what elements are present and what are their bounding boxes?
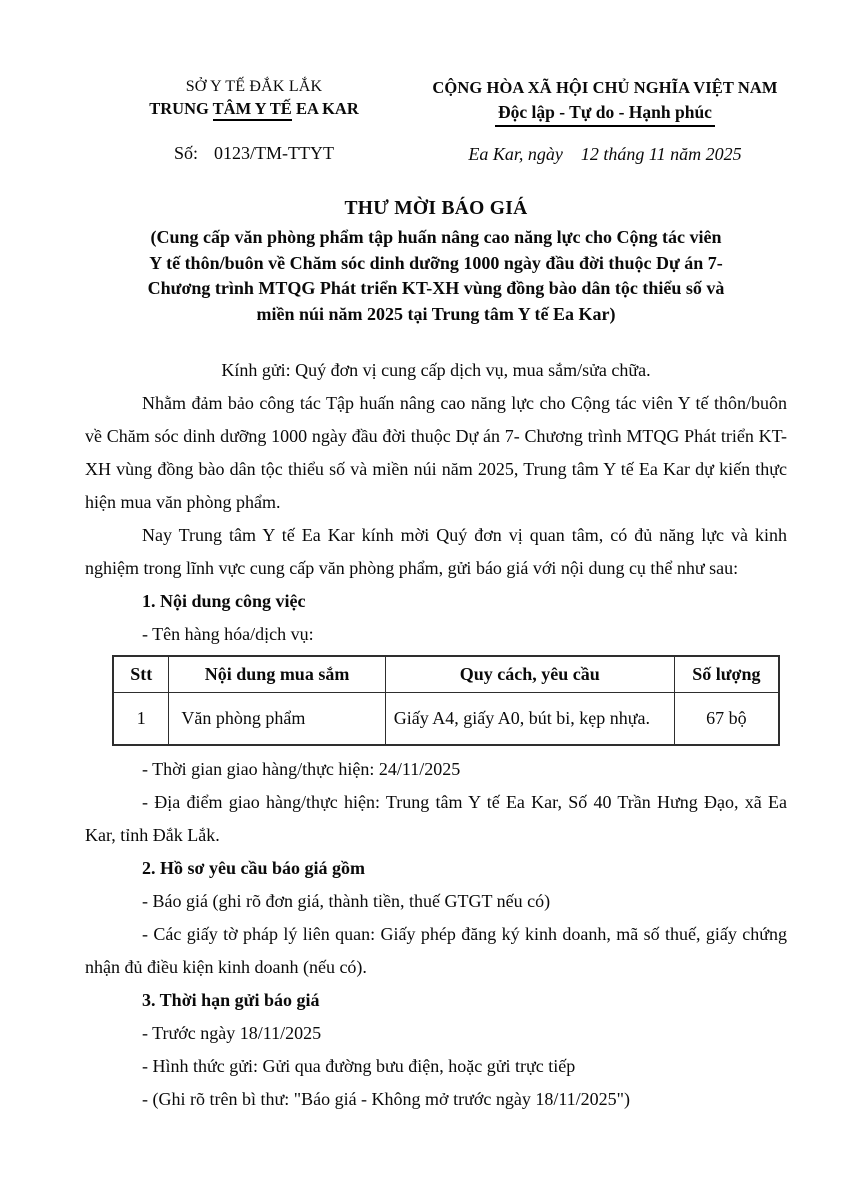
agency-name-underlined: TÂM Y TẾ xyxy=(213,99,292,121)
upper-agency-name: SỞ Y TẾ ĐẮK LẮK xyxy=(185,78,323,95)
table-row xyxy=(113,693,779,745)
document-number-value: 0123/TM-TTYT xyxy=(214,143,334,163)
quote-requirement-item: - Báo giá (ghi rõ đơn giá, thành tiền, thuế GTGT nếu có) xyxy=(142,890,551,911)
place-date-prefix: Ea Kar, ngày xyxy=(468,144,563,164)
cell-content: Văn phòng phẩm xyxy=(169,693,385,745)
subtitle-line: miền núi năm 2025 tại Trung tâm Y tế Ea Kar) xyxy=(256,303,616,324)
delivery-place-item: - Địa điểm giao hàng/thực hiện: Trung tâm Y tế Ea Kar, Số 40 Trần Hưng Đạo, xã Ea Kar, tỉnh Đắk Lắk. xyxy=(85,791,787,845)
national-title: CỘNG HÒA XÃ HỘI CHỦ NGHĨA VIỆT NAM xyxy=(432,78,778,97)
legal-documents-item: - Các giấy tờ pháp lý liên quan: Giấy phép đăng ký kinh doanh, mã số thuế, giấy chứng nhận đủ điều kiện kinh doanh (nếu có). xyxy=(85,923,787,977)
table-header-quantity: Số lượng xyxy=(674,656,779,693)
document-header xyxy=(85,78,787,165)
section1-intro: - Tên hàng hóa/dịch vụ: xyxy=(142,624,314,644)
date-value: 12 tháng 11 năm 2025 xyxy=(580,144,742,164)
table-header-spec: Quy cách, yêu cầu xyxy=(385,656,674,693)
cell-stt: 1 xyxy=(113,693,169,745)
national-header-block xyxy=(423,78,787,165)
subtitle-line: Y tế thôn/buôn về Chăm sóc dinh dưỡng 1000 ngày đầu đời thuộc Dự án 7- xyxy=(149,252,723,273)
cell-quantity: 67 bộ xyxy=(674,693,779,745)
place-date-line xyxy=(423,144,787,165)
subtitle-line: (Cung cấp văn phòng phẩm tập huấn nâng cao năng lực cho Cộng tác viên xyxy=(150,227,722,247)
send-method-item: - Hình thức gửi: Gửi qua đường bưu điện, hoặc gửi trực tiếp xyxy=(142,1055,576,1076)
cell-spec: Giấy A4, giấy A0, bút bi, kẹp nhựa. xyxy=(385,693,674,745)
deadline-item: - Trước ngày 18/11/2025 xyxy=(142,1022,322,1043)
table-header-content: Nội dung mua sắm xyxy=(169,656,385,693)
document-title: THƯ MỜI BÁO GIÁ xyxy=(344,198,528,219)
document-number xyxy=(85,143,423,164)
paragraph-intro: Nhằm đảm bảo công tác Tập huấn nâng cao năng lực cho Cộng tác viên Y tế thôn/buôn về Chăm sóc dinh dưỡng 1000 ngày đầu đời thuộc Dự án 7- Chương trình MTQG Phát triển KT-XH vùng đồng bào dân tộc thiểu số và miền núi năm 2025, Trung tâm Y tế Ea Kar dự kiến thực hiện mua văn phòng phẩm. xyxy=(85,393,787,512)
paragraph-invitation: Nay Trung tâm Y tế Ea Kar kính mời Quý đơn vị quan tâm, có đủ năng lực và kinh nghiệm trong lĩnh vực cung cấp văn phòng phẩm, gửi báo giá với nội dung cụ thể như sau: xyxy=(85,525,787,578)
document-number-label: Số: xyxy=(174,143,199,163)
section1-heading: 1. Nội dung công việc xyxy=(142,591,306,611)
agency-name: TRUNG TÂM Y TẾ EA KAR xyxy=(85,99,423,119)
delivery-time-item: - Thời gian giao hàng/thực hiện: 24/11/2025 xyxy=(142,758,461,779)
document-subtitle xyxy=(85,225,787,327)
goods-table xyxy=(112,655,780,746)
envelope-note-item: - (Ghi rõ trên bì thư: "Báo giá - Không mở trước ngày 18/11/2025") xyxy=(142,1088,630,1109)
salutation: Kính gửi: Quý đơn vị cung cấp dịch vụ, mua sắm/sửa chữa. xyxy=(221,360,651,380)
section2-heading: 2. Hồ sơ yêu cầu báo giá gồm xyxy=(142,857,365,878)
section3-heading: 3. Thời hạn gửi báo giá xyxy=(142,989,320,1010)
national-motto: Độc lập - Tự do - Hạnh phúc xyxy=(495,102,715,127)
document-body xyxy=(85,354,787,1116)
subtitle-line: Chương trình MTQG Phát triển KT-XH vùng đồng bào dân tộc thiểu số và xyxy=(147,278,725,298)
issuing-agency-block xyxy=(85,78,423,165)
table-header-stt: Stt xyxy=(113,656,169,693)
table-header-row xyxy=(113,656,779,693)
